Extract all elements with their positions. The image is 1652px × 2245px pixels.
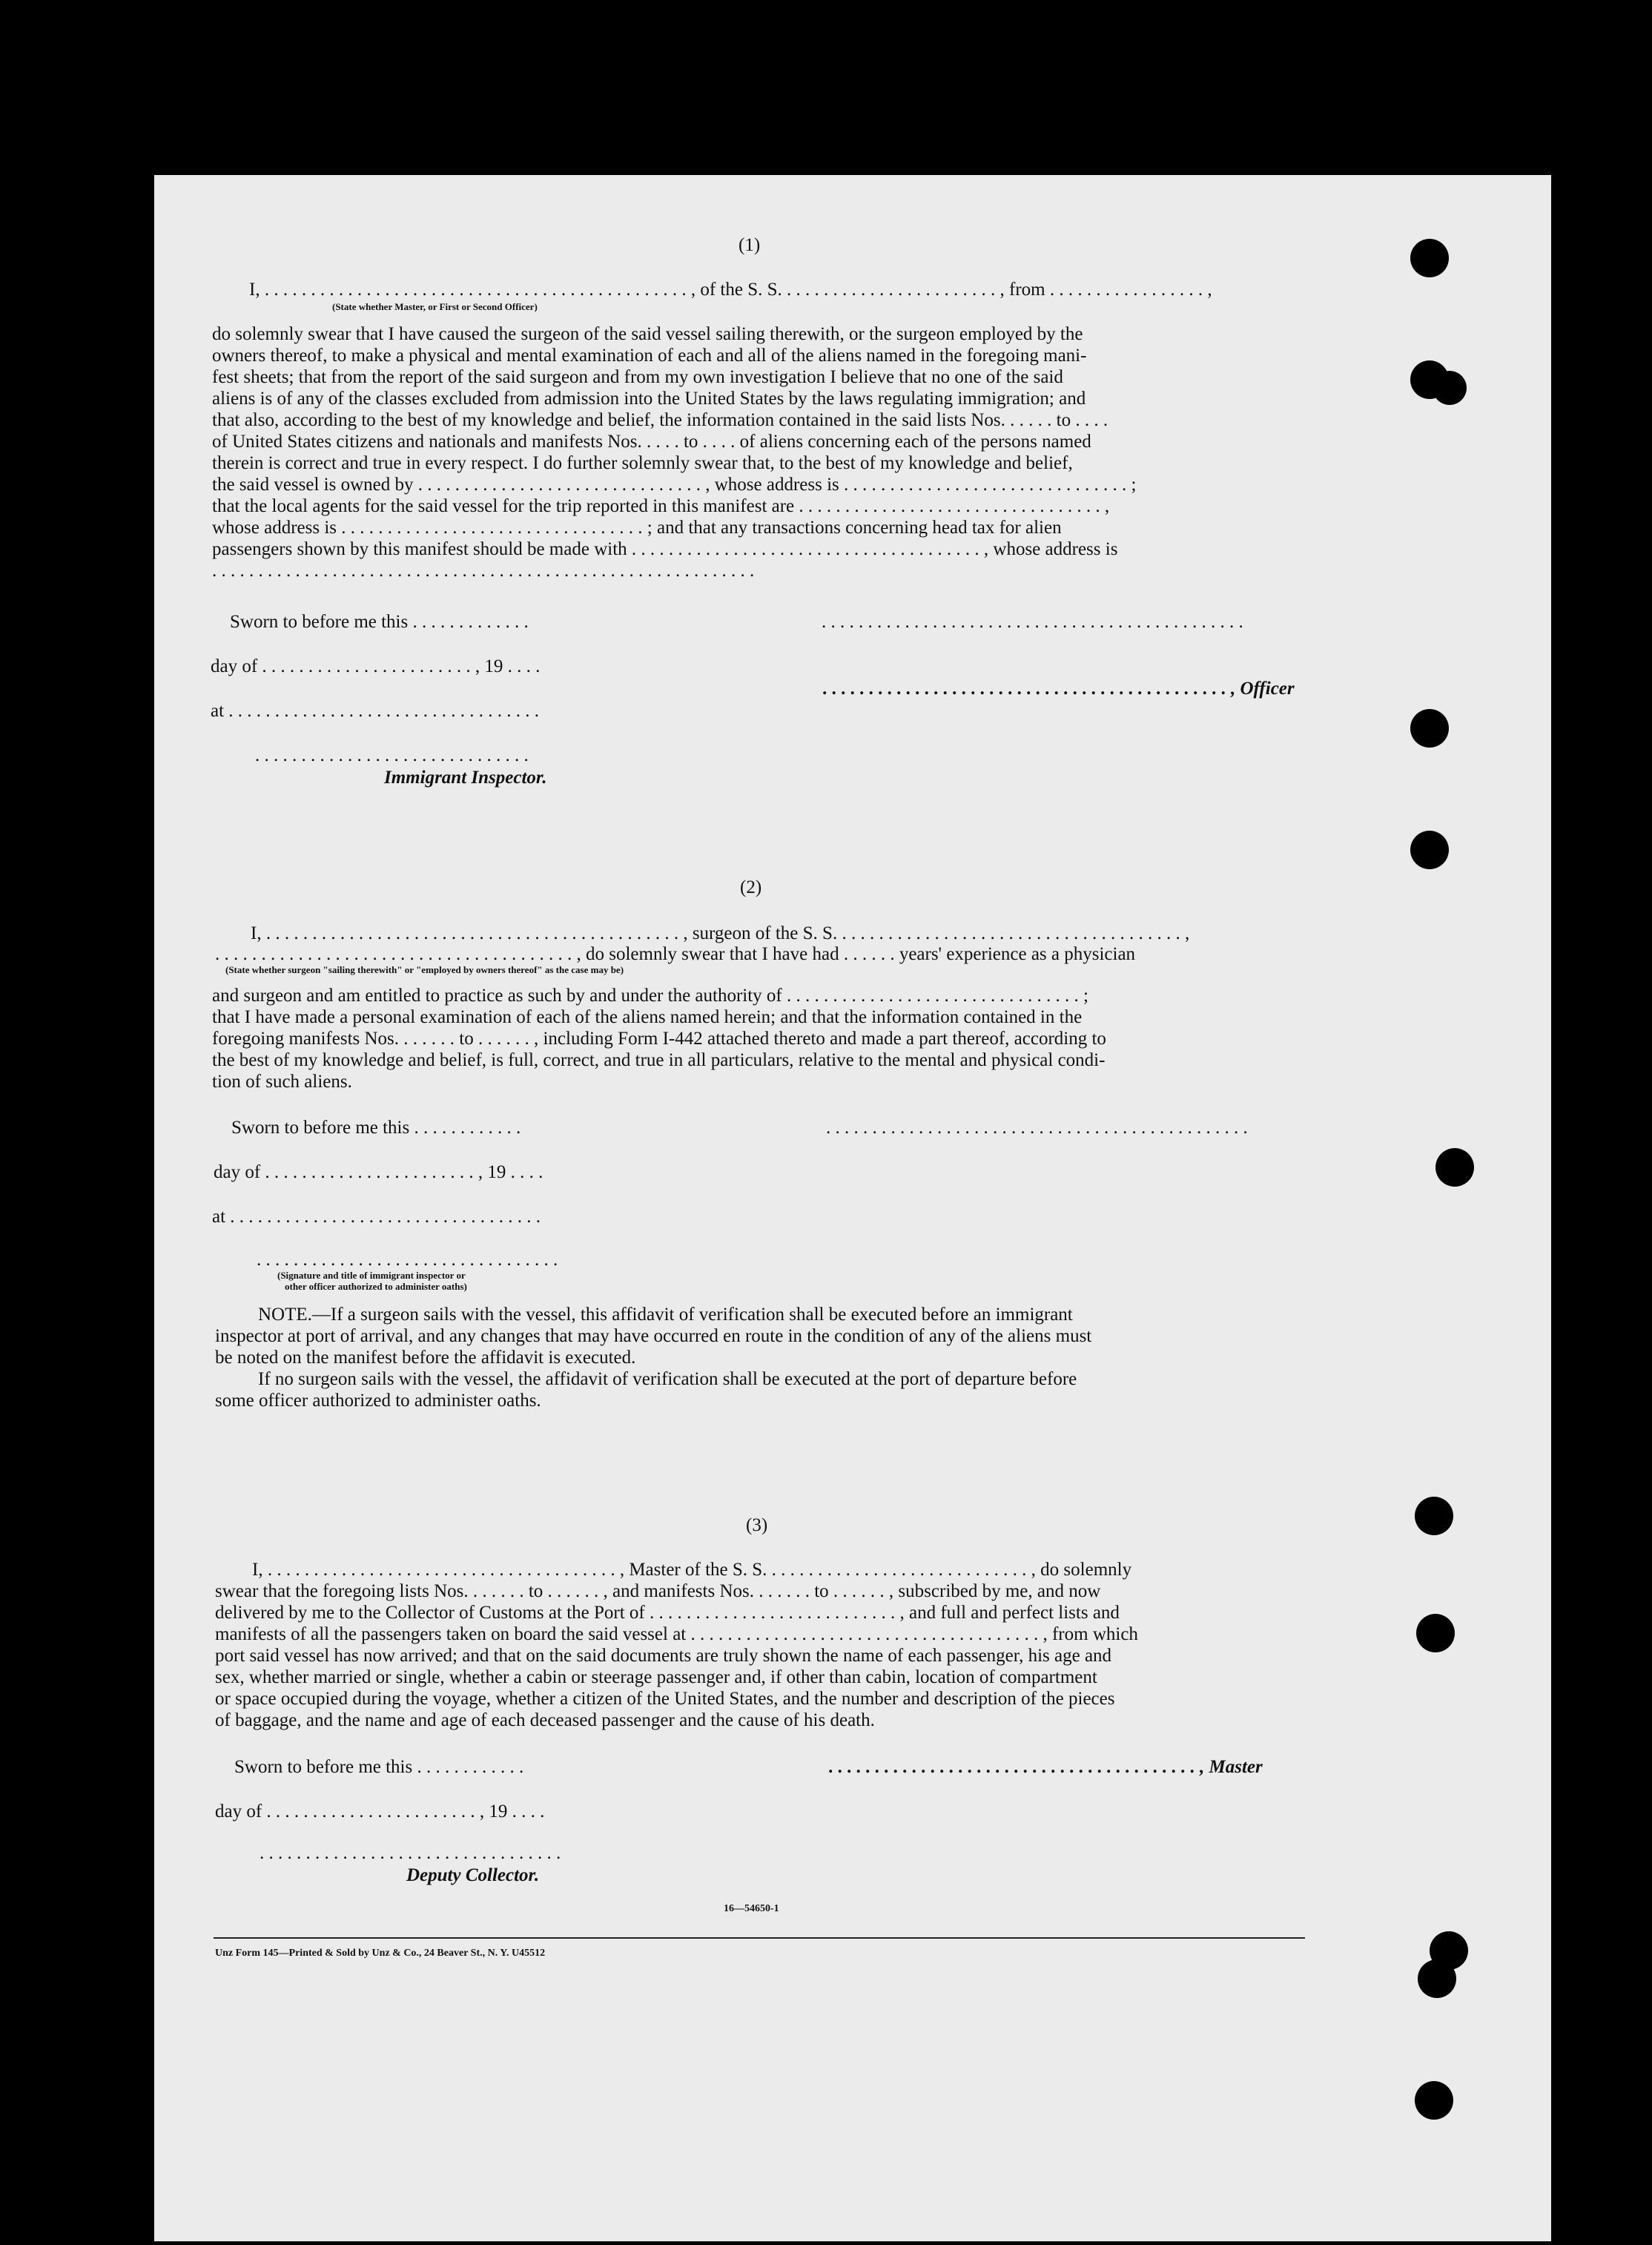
footer-rule — [214, 1937, 1305, 1939]
body-line: fest sheets; that from the report of the said surgeon and from my own investigation I believe that no one of the said — [212, 367, 1063, 387]
body-line: that the local agents for the said vessel for the trip reported in this manifest are . . . . . . . . . . . . . . . . . . . . . . . . . . . . . . . . . , — [212, 496, 1110, 516]
section-3-sworn: Sworn to before me this . . . . . . . . . . . . — [234, 1757, 524, 1777]
body-line: I, . . . . . . . . . . . . . . . . . . . . . . . . . . . . . . . . . . . . . . , Master of the S. S. . . . . . . . . . . . . . . . . . . . . . . . . . . . . , do solemnly — [252, 1560, 1132, 1580]
footer-imprint: Unz Form 145—Printed & Sold by Unz & Co., 24 Beaver St., N. Y. U45512 — [215, 1948, 546, 1959]
body-line: sex, whether married or single, whether a cabin or steerage passenger and, if other than cabin, location of compartment — [215, 1667, 1097, 1687]
section-3-collector: Deputy Collector. — [406, 1865, 540, 1885]
body-line: the said vessel is owned by . . . . . . . . . . . . . . . . . . . . . . . . . . . . . . . , whose address is . . . . . . . . . . . . . . . . . . . . . . . . . . . . . . . ; — [212, 475, 1137, 495]
body-line: owners thereof, to make a physical and mental examination of each and all of the aliens named in the foregoing mani- — [212, 346, 1087, 366]
body-line: or space occupied during the voyage, whether a citizen of the United States, and the number and description of the pieces — [215, 1689, 1115, 1709]
body-line: that I have made a personal examination of each of the aliens named herein; and that the information contained in the — [212, 1007, 1083, 1027]
body-line: aliens is of any of the classes excluded from admission into the United States by the laws regulating immigration; and — [212, 389, 1086, 409]
body-line: swear that the foregoing lists Nos. . . . . . . to . . . . . . , and manifests Nos. . . . . . . to . . . . . . , subscribed by me, and now — [215, 1581, 1101, 1601]
section-2-sworn-sig-line: . . . . . . . . . . . . . . . . . . . . . . . . . . . . . . . . . . . . . . . . . . . . . . — [826, 1118, 1248, 1138]
note-line: be noted on the manifest before the affidavit is executed. — [215, 1348, 636, 1368]
binder-hole — [1416, 1614, 1455, 1652]
body-line: of United States citizens and nationals and manifests Nos. . . . . to . . . . of aliens concerning each of the persons named — [212, 432, 1091, 452]
note-line: If no surgeon sails with the vessel, the affidavit of verification shall be executed at the port of departure before — [258, 1369, 1077, 1389]
note-line: some officer authorized to administer oaths. — [215, 1391, 541, 1411]
section-1-note: (State whether Master, or First or Second Officer) — [332, 301, 538, 312]
body-line: the best of my knowledge and belief, is full, correct, and true in all particulars, relative to the mental and physical condi- — [212, 1050, 1106, 1070]
body-line: manifests of all the passengers taken on board the said vessel at . . . . . . . . . . . . . . . . . . . . . . . . . . . . . . . . . . . . . . , from which — [215, 1624, 1138, 1644]
section-3-day: day of . . . . . . . . . . . . . . . . . . . . . . . , 19 . . . . — [215, 1801, 545, 1822]
body-line: whose address is . . . . . . . . . . . . . . . . . . . . . . . . . . . . . . . . . ; and that any transactions concerning head tax for alien — [212, 518, 1062, 538]
binder-hole — [1410, 709, 1449, 748]
section-2-sworn: Sworn to before me this . . . . . . . . . . . . — [231, 1118, 521, 1138]
section-2-sig-note1: (Signature and title of immigrant inspector or — [277, 1270, 466, 1281]
section-2-line2: . . . . . . . . . . . . . . . . . . . . . . . . . . . . . . . . . . . . . . . , do solemnly swear that I have had . . . . . . years' experience as a physician — [215, 944, 1136, 964]
body-line: . . . . . . . . . . . . . . . . . . . . . . . . . . . . . . . . . . . . . . . . . . . . . . . . . . . . . . . . . . . — [212, 561, 755, 581]
form-page — [154, 175, 1551, 2241]
section-1-number: (1) — [739, 235, 761, 255]
binder-hole — [1410, 239, 1449, 277]
binder-hole — [1415, 1497, 1453, 1535]
note-line: inspector at port of arrival, and any changes that may have occurred en route in the condition of any of the aliens must — [215, 1326, 1092, 1346]
section-2-day: day of . . . . . . . . . . . . . . . . . . . . . . . , 19 . . . . — [214, 1162, 543, 1182]
section-2-line1: I, . . . . . . . . . . . . . . . . . . . . . . . . . . . . . . . . . . . . . . . . . . . . . , surgeon of the S. S. . . . . . . . . . . . . . . . . . . . . . . . . . . . . . . . . . . . . . , — [251, 923, 1190, 943]
section-2-note: (State whether surgeon "sailing therewith" or "employed by owners thereof" as the case may be) — [225, 964, 624, 975]
section-1-line1: I, . . . . . . . . . . . . . . . . . . . . . . . . . . . . . . . . . . . . . . . . . . . . . . , of the S. S. . . . . . . . . . . . . . . . . . . . . . . . , from . . . . . . . . . . . . . . . . . , — [249, 280, 1212, 300]
body-line: and surgeon and am entitled to practice as such by and under the authority of . . . . . . . . . . . . . . . . . . . . . . . . . . . . . . . . ; — [212, 986, 1088, 1006]
binder-hole — [1435, 1148, 1474, 1187]
body-line: that also, according to the best of my knowledge and belief, the information contained in the said lists Nos. . . . . . to . . . . — [212, 410, 1109, 430]
body-line: do solemnly swear that I have caused the surgeon of the said vessel sailing therewith, or the surgeon employed by the — [212, 324, 1083, 344]
binder-hole — [1410, 831, 1449, 869]
note-line: NOTE.—If a surgeon sails with the vessel, this affidavit of verification shall be executed before an immigrant — [258, 1305, 1073, 1325]
section-3-number: (3) — [746, 1515, 768, 1535]
binder-hole — [1418, 1959, 1456, 1998]
section-1-officer: . . . . . . . . . . . . . . . . . . . . . . . . . . . . . . . . . . . . . . . . . . . . , Officer — [823, 679, 1295, 699]
section-1-inspector: Immigrant Inspector. — [384, 768, 547, 788]
body-line: therein is correct and true in every respect. I do further solemnly swear that, to the best of my knowledge and belief, — [212, 453, 1073, 473]
section-1-day: day of . . . . . . . . . . . . . . . . . . . . . . . , 19 . . . . — [211, 656, 541, 676]
section-1-at: at . . . . . . . . . . . . . . . . . . . . . . . . . . . . . . . . . . — [211, 701, 540, 721]
body-line: of baggage, and the name and age of each deceased passenger and the cause of his death. — [215, 1710, 875, 1730]
body-line: delivered by me to the Collector of Customs at the Port of . . . . . . . . . . . . . . . . . . . . . . . . . . . , and full and perfect lists and — [215, 1603, 1120, 1623]
section-2-sig-note2: other officer authorized to administer oaths) — [285, 1281, 467, 1292]
binder-hole — [1433, 371, 1467, 405]
section-3-master: . . . . . . . . . . . . . . . . . . . . . . . . . . . . . . . . . . . . . . . . , Master — [829, 1757, 1263, 1777]
form-code: 16—54650-1 — [724, 1903, 779, 1914]
section-1-sworn-sig-line: . . . . . . . . . . . . . . . . . . . . . . . . . . . . . . . . . . . . . . . . . . . . . . — [822, 612, 1243, 632]
binder-hole — [1415, 2081, 1453, 2120]
section-2-at: at . . . . . . . . . . . . . . . . . . . . . . . . . . . . . . . . . . — [212, 1207, 541, 1227]
section-1-sworn: Sworn to before me this . . . . . . . . . . . . . — [230, 612, 529, 632]
section-2-sig-dots: . . . . . . . . . . . . . . . . . . . . . . . . . . . . . . . . . — [257, 1250, 558, 1270]
section-2-number: (2) — [740, 877, 762, 897]
body-line: tion of such aliens. — [212, 1072, 352, 1092]
section-1-sig-dots: . . . . . . . . . . . . . . . . . . . . . . . . . . . . . . — [255, 745, 529, 765]
body-line: foregoing manifests Nos. . . . . . . to . . . . . . , including Form I-442 attached thereto and made a part thereof, according to — [212, 1029, 1106, 1049]
body-line: passengers shown by this manifest should be made with . . . . . . . . . . . . . . . . . . . . . . . . . . . . . . . . . . . . . . , whose address is — [212, 539, 1118, 559]
section-3-sig-dots: . . . . . . . . . . . . . . . . . . . . . . . . . . . . . . . . . — [260, 1843, 561, 1863]
body-line: port said vessel has now arrived; and that on the said documents are truly shown the name of each passenger, his age and — [215, 1646, 1112, 1666]
